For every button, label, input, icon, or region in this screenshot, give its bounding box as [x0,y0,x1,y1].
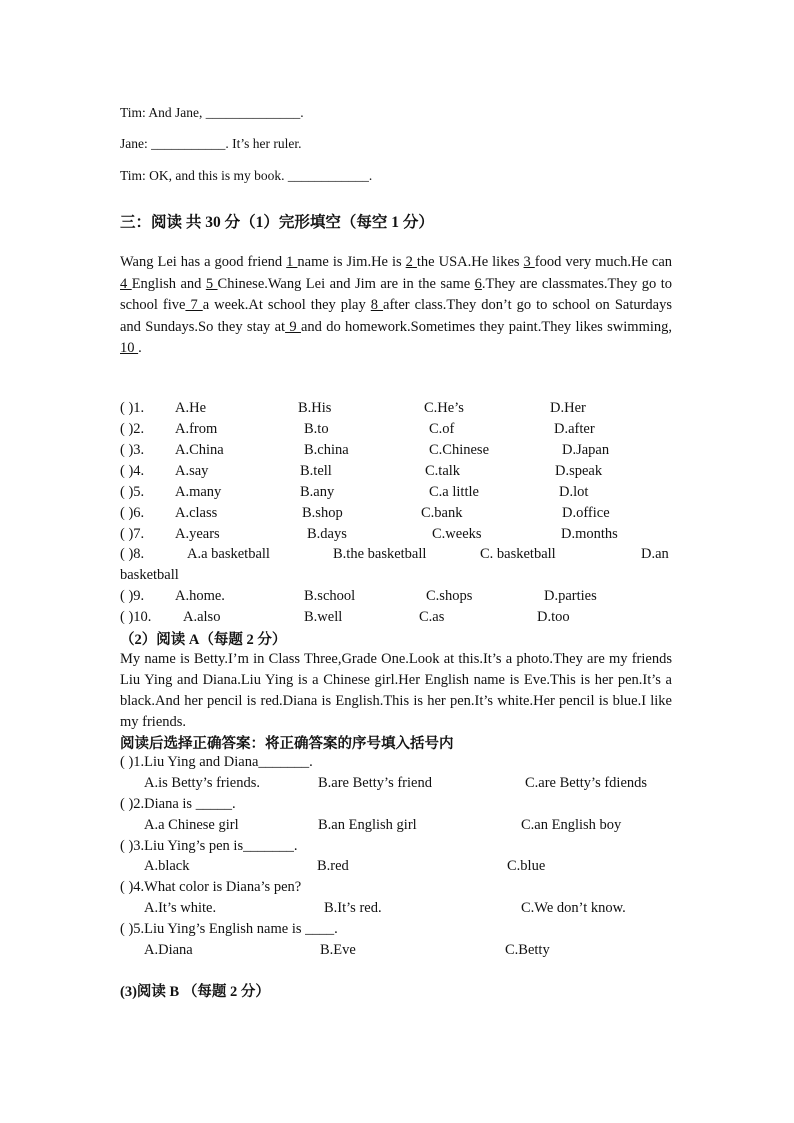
cloze-question-row [120,421,680,442]
option-c: C.bank [421,505,463,521]
passage-text: .They are classmates.They go to school five [120,275,673,313]
option-c: C.weeks [432,526,482,542]
blank-6: 6 [474,275,482,292]
cloze-question-row [120,400,680,421]
section-3-title: 三：阅读 共 30 分（1）完形填空（每空 1 分） [120,214,434,231]
reading-b-title: (3)阅读 B （每题 2 分） [120,984,270,1000]
cloze-question-row [120,463,680,484]
option-b: B.days [307,526,347,542]
option-c: C.an English boy [521,817,622,833]
blank-10: 10 [120,340,139,356]
passage-text: the USA.He likes [416,254,524,270]
passage-text: . [138,340,142,356]
cloze-question-row [120,609,680,630]
option-a: A.years [175,526,220,542]
cloze-question-row [120,505,680,526]
question-number: ( )10. [120,609,152,625]
dialogue-line: Jane: ___________. It’s her ruler. [120,136,302,151]
option-b: B.red [317,858,349,874]
reading-a-title: （2）阅读 A（每题 2 分） [120,632,287,648]
cloze-question-row [120,526,680,547]
question-number: ( )3. [120,442,145,458]
question-number: ( )1. [120,400,145,416]
reading-a-question: ( )2.Diana is _____. [120,796,236,812]
reading-a-passage: My name is Betty.I’m in Class Three,Grade One.Look at this.It’s a photo.They are my friends Liu Ying and Diana.Liu Ying is a Chinese girl.Her English name is Eve.This is her pen.It’s a black.And her pencil is red.Diana is English.This is her pen.It’s white.Her pencil is blue.I like my friends. [120,651,672,730]
passage-text: a week.At school they play [202,297,371,313]
question-number: ( )6. [120,505,145,521]
option-d: D.lot [559,484,589,500]
cloze-question-row [120,442,680,463]
option-a: A.is Betty’s friends. [144,775,260,791]
option-c: C.Chinese [429,442,490,458]
option-a: A.Diana [144,942,193,958]
blank-5: 5 [205,275,218,292]
option-a: A.say [175,463,209,479]
option-d: D.months [561,526,618,542]
option-c: C.are Betty’s fdiends [525,775,648,791]
option-a: A.black [144,858,190,874]
option-a: A.also [183,609,221,625]
option-d: D.too [537,609,570,625]
passage-text: Wang Lei has a good friend [120,254,287,270]
option-a: A.home. [175,588,225,604]
option-b: B.shop [302,505,343,521]
reading-a-question: ( )4.What color is Diana’s pen? [120,879,302,895]
question-number: ( )5. [120,484,145,500]
option-a: A.He [175,400,207,416]
question-number: ( )9. [120,588,145,604]
question-number: ( )2. [120,421,145,437]
option-b: B.the basketball [333,546,427,562]
option-b: B.His [298,400,332,416]
passage-text: and do homework.Sometimes they paint.They likes swimming, [300,318,672,335]
option-c: C.a little [429,484,479,500]
option-d: D.after [554,421,595,437]
option-b: B.school [304,588,356,604]
option-c: C.talk [425,463,461,479]
passage-text: name is Jim.He is [297,254,406,270]
option-c: C. basketball [480,546,556,562]
option-a: A.China [175,442,224,458]
cloze-question-row [120,546,680,567]
cloze-passage [120,252,672,360]
reading-a-question: ( )3.Liu Ying’s pen is_______. [120,838,298,854]
passage-text: after class.They don’t go to school on Saturdays and Sundays.So they stay at [120,297,673,335]
reading-a-question: ( )1.Liu Ying and Diana_______. [120,754,313,770]
option-b: B.any [300,484,335,500]
passage-text: food very much.He can [534,254,673,270]
option-c: C.Betty [505,942,550,958]
reading-a-instruction: 阅读后选择正确答案：将正确答案的序号填入括号内 [120,736,454,752]
option-a: A.class [175,505,218,521]
dialogue-line: Tim: OK, and this is my book. ____________. [120,168,373,183]
option-a: A.a basketball [187,546,270,562]
option-d: D.speak [555,463,603,479]
option-d: D.Her [550,400,586,416]
blank-4: 4 [120,275,132,292]
reading-a-question: ( )5.Liu Ying’s English name is ____. [120,921,338,937]
option-b: B.china [304,442,349,458]
option-d: D.Japan [562,442,610,458]
option-d: D.an [641,546,669,562]
dialogue-line: Tim: And Jane, ______________. [120,105,304,120]
cloze-question-row [120,588,680,609]
question-number: ( )8. [120,546,145,562]
option-c: C.shops [426,588,473,604]
question-number: ( )4. [120,463,145,479]
option-c: C.of [429,421,455,437]
option-a: A.from [175,421,218,437]
option-b: B.are Betty’s friend [318,775,432,791]
option-a: A.a Chinese girl [144,817,239,833]
option-c: C.blue [507,858,546,874]
option-b: B.to [304,421,329,437]
option-b: B.It’s red. [324,900,382,916]
option-b: B.Eve [320,942,356,958]
question-number: ( )7. [120,526,145,542]
q8-wrap: basketball [120,567,179,583]
option-a: A.many [175,484,222,500]
option-b: B.well [304,609,343,625]
option-a: A.It’s white. [144,900,217,916]
blank-3: 3 [523,254,535,270]
blank-7: 7 [185,297,203,313]
blank-8: 8 [370,297,384,313]
passage-text: Chinese.Wang Lei and Jim are in the same [217,275,475,292]
option-b: B.an English girl [318,817,417,833]
cloze-question-row [120,484,680,505]
option-c: C.as [419,609,445,625]
blank-9: 9 [285,318,301,335]
blank-2: 2 [405,254,417,270]
passage-text: English and [131,275,206,292]
option-b: B.tell [300,463,332,479]
option-d: D.office [562,505,610,521]
blank-1: 1 [286,254,298,270]
option-d: D.parties [544,588,597,604]
option-c: C.We don’t know. [521,900,626,916]
option-c: C.He’s [424,400,464,416]
